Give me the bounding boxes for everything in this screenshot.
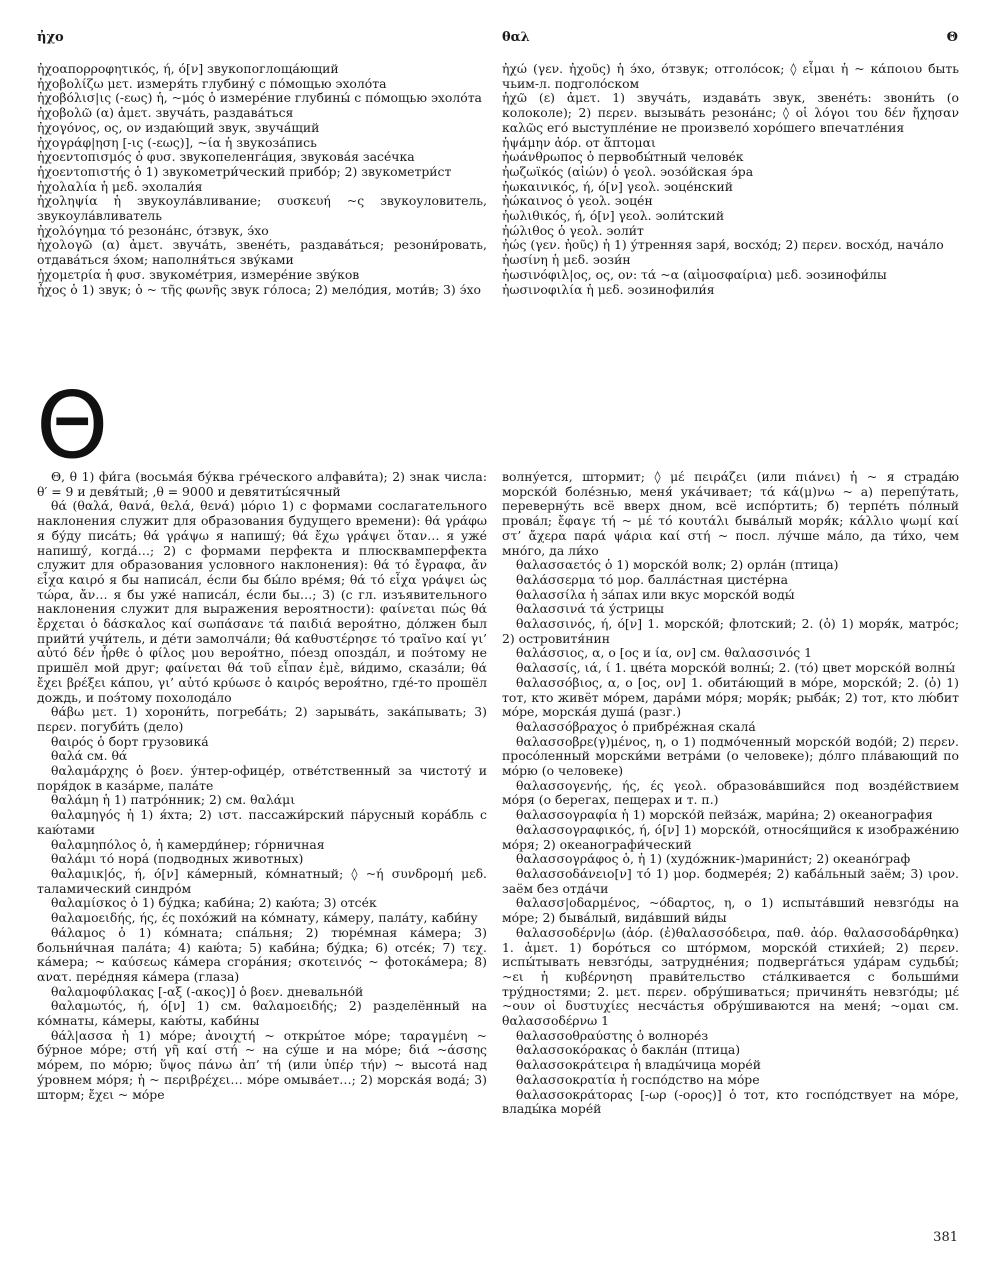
section-letter: Θ	[36, 372, 109, 479]
dictionary-entry: θαλασσογραφία ἡ 1) морско́й пейза́ж, мари́на; 2) океанография	[516, 807, 933, 823]
dictionary-entry: ἠωζωϊκός (αἰών) ὁ γεολ. эозо́йская э́ра	[502, 163, 754, 179]
dictionary-entry: ἠχογράφ|ηση [-ις (-εως)], ~ία ἡ звукоза́пись	[37, 134, 317, 150]
dictionary-entry: ἠωσινόφιλ|ος, ος, ον: τά ~α (αἱμοσφαίρια) μεδ. эозинофи́лы	[502, 266, 887, 282]
dictionary-entry: θαλασσογραφικός, ή, ό[ν] 1) морско́й, относя́щийся к изображе́нию мо́ря; 2) океанографи́ческий	[502, 821, 959, 852]
dictionary-entry: θαλαμηπόλος ὁ, ἡ камерди́нер; го́рничная	[51, 836, 325, 852]
dictionary-entry: θαλασσινά τά у́стрицы	[516, 601, 664, 617]
dictionary-entry: θαλαμικ|ός, ή, ό[ν] ка́мерный, ко́мнатный; ◊ ~ή συνδρομή μεδ. таламический синдро́м	[37, 865, 487, 896]
dictionary-entry: ἠώς (γεν. ἠοῦς) ἡ 1) у́тренняя заря́, восхо́д; 2) περεν. восхо́д, нача́ло	[502, 237, 944, 253]
dictionary-entry: ἠωσινοφιλία ἡ μεδ. эозинофили́я	[502, 281, 715, 297]
dictionary-entry: θαλάσσιος, α, ο [ος и ία, ον] см. θαλασσινός 1	[516, 645, 813, 661]
dictionary-entry: ἠχολογῶ (α) ἀμετ. звуча́ть, звене́ть, раздава́ться; резони́ровать, отдава́ться э́хом; наполня́ться зву́ками	[37, 237, 487, 268]
running-head-center: θαλ	[502, 30, 530, 45]
dictionary-entry: ἠώκαινος ὁ γεολ. эоце́н	[502, 193, 653, 209]
dictionary-entry: ἠωκαινικός, ή, ό[ν] γεολ. эоце́нский	[502, 178, 733, 194]
dictionary-entry: θαλάμι τό нора́ (подводных животных)	[51, 851, 304, 867]
dictionary-entry: θαλασσογενής, ής, ές γεολ. образова́вшийся под возде́йствием мо́ря (о берегах, пещерах и т. п.)	[502, 777, 959, 808]
dictionary-entry: ἠχώ (γεν. ἠχοῦς) ἡ э́хо, о́тзвук; отголо́сок; ◊ εἶμαι ἡ ~ κάποιου быть чьим-л. подголо́ском	[502, 61, 959, 91]
dictionary-entry: ἡψάμην ἀόρ. от ἅπτομαι	[502, 134, 656, 150]
dictionary-entry: θαλασσογράφος ὁ, ἡ 1) (худо́жник-)марини́ст; 2) океано́граф	[516, 851, 911, 867]
column-bottom-right	[502, 470, 959, 1117]
dictionary-entry: θαλασσίς, ιά, ί 1. цве́та морско́й волны́; 2. (τό) цвет морско́й волны́	[516, 660, 956, 676]
dictionary-entry: ἠχοεντοπιστής ὁ 1) звукометри́ческий прибо́р; 2) звукометри́ст	[37, 163, 452, 179]
dictionary-entry: ἠχοαπορροφητικός, ή, ό[ν] звукопоглоща́ющий	[37, 61, 339, 76]
dictionary-entry: θά (θαλά, θανά, θελά, θενά) μόριο 1) с формами сослагательного наклонения служит для образования будущего времени): θά γράφω я бу́ду писа́ть; θά γράψω я напишу́; θά ἔχω γράψει ὅταν… я уже́ напишу́, когда́…; 2) с формами перфекта и плюсквамперфекта служит для образования условного наклонения): θά τό ἔγραφα, ἄν εἶχα καιρό я бы написа́л, е́сли бы бы́ло вре́мя; θά τό εἶχα γράψει ὡς τώρα, ἄν… я бы уже́ написа́л, е́сли бы…; 3) (с гл. изъявительного наклонения служит для выражения вероятности): φαίνεται πώς θά ἔρχεται ὁ δάσκαλος καί σωπάσανε τά παιδιά вероя́тно, до́лжен был прийти́ учи́тель, и де́ти замолча́ли; θά καθυστέρησε τό τραῖνο καί γι’ αὐτό δέν ἦρθε ὁ φίλος μου вероя́тно, по́езд опозда́л, и поэ́тому не пришёл мой друг; φαίνεται θά τοῦ εἶπαν ἐμὲ, ви́димо, сказа́ли; θά ἔχει βρέξει κάπου, γι’ αὐτό κρύωσε ὁ καιρός вероя́тно, где́-то прошёл дождь, и поэ́тому похолода́ло	[37, 498, 487, 705]
dictionary-entry: θαλάμη ἡ 1) патро́нник; 2) см. θαλάμι	[51, 792, 296, 808]
dictionary-entry: θάβω μετ. 1) хорони́ть, погреба́ть; 2) зарыва́ть, зака́пывать; 3) περεν. погуби́ть (дело)	[37, 704, 487, 734]
dictionary-entry: θαλαμοειδής, ής, ές похо́жий на ко́мнату, ка́меру, пала́ту, каби́ну	[51, 910, 478, 926]
dictionary-entry: θαλασσόβιος, α, ο [ος, ον] 1. обита́ющий в мо́ре, морско́й; 2. (ὁ) 1) тот, кто живёт мо́рем, дара́ми мо́ря; моря́к; рыба́к; 2) тот, кто лю́бит мо́ре, морска́я душа́ (разг.)	[502, 674, 959, 720]
dictionary-entry: ἠχῶ (ε) ἀμετ. 1) звуча́ть, издава́ть звук, звене́ть: звони́ть (о колоколе); 2) περεν. вызыва́ть резона́нс; ◊ οἱ λόγοι του δέν ἤχησαν καλῶς его́ выступле́ние не произвело́ хоро́шего впечатле́ния	[502, 90, 959, 135]
column-top-right	[502, 62, 959, 297]
dictionary-entry: θαλασσαετός ὁ 1) морско́й волк; 2) орла́н (птица)	[516, 557, 839, 573]
dictionary-entry: θάλ|ασσα ἡ 1) мо́ре; ἀνοιχτή ~ откры́тое мо́ре; ταραγμένη ~ бу́рное мо́ре; στή γῆ καί στή ~ на су́ше и на мо́ре; διά ~άσσης мо́рем, по мо́рю; ὕψος πάνω ἀπ’ τή (или ὑπέρ τήν) ~ высота́ над у́ровнем мо́ря; ἡ ~ περιβρέχει… мо́ре омыва́ет…; 2) морска́я вода́; 3) шторм; ἔχει ~ мо́ре	[37, 1027, 487, 1102]
dictionary-entry: θαλά см. θά	[51, 748, 128, 764]
dictionary-entry: ἠχοληψία ἡ звукоула́вливание; συσκευή ~ς звукоуловитель, звукоула́вливатель	[37, 193, 487, 224]
dictionary-entry: ἠχοεντοπισμός ὁ φυσ. звукопеленга́ция, звукова́я засе́чка	[37, 149, 415, 165]
dictionary-entry: θαλασσοδάνειο[ν] τό 1) μορ. бодмере́я; 2) каба́льный заём; 3) ιρον. заём без отда́чи	[502, 865, 959, 896]
dictionary-entry: θαλασσόβραχος ὁ прибре́жная скала́	[516, 718, 756, 734]
page-number: 381	[933, 1230, 958, 1245]
dictionary-entry: θαλαμοφύλακας [-αξ (-ακος)] ὁ βοεν. дневально́й	[51, 983, 364, 999]
dictionary-entry: θαιρός ὁ борт грузовика́	[51, 733, 209, 749]
dictionary-entry: θαλασσοθραύστης ὁ волноре́з	[516, 1027, 709, 1043]
dictionary-entry: θαλασσοκράτειρα ἡ влады́чица море́й	[516, 1057, 761, 1073]
dictionary-entry: ἠχοβόλισ|ις (-εως) ἡ, ~μός ὁ измере́ние глубины́ с по́мощью эхоло́та	[37, 90, 482, 106]
dictionary-entry: ἠχομετρία ἡ φυσ. звукоме́трия, измере́ние зву́ков	[37, 266, 360, 282]
column-top-left	[37, 62, 487, 297]
dictionary-entry: ἠχολαλία ἡ μεδ. эхолали́я	[37, 178, 203, 194]
dictionary-entry: Θ, θ 1) фи́га (восьма́я бу́ква гре́ческого алфави́та); 2) знак числа: θ′ = 9 и девя́тый; ‚θ = 9000 и девятиты́сячный	[37, 469, 487, 499]
dictionary-entry: ἠώλιθος ὁ γεολ. эоли́т	[502, 222, 644, 238]
dictionary-entry: θαλασσοκόρακας ὁ бакла́н (птица)	[516, 1042, 741, 1058]
dictionary-entry: θαλασσίλα ἡ за́пах или вкус морско́й воды́	[516, 586, 795, 602]
dictionary-entry: θαλαμηγός ἡ 1) я́хта; 2) ιστ. пассажи́рский па́русный кора́бль с каю́тами	[37, 807, 487, 837]
dictionary-entry: волну́ется, штормит; ◊ μέ πειράζει (или πιάνει) ἡ ~ я страда́ю морско́й боле́знью, меня́ ука́чивает; τά κά(μ)νω ~ а) перепу́тать, переверну́ть всё вверх дном, всё испо́ртить; б) терпе́ть по́лный прова́л; ἔφαγε τή ~ μέ τό κουτάλι быва́лый моря́к; κάλλιο ψωμί καί στ’ ἄχερα παρά ψάρια καί στή ~ посл. лу́чше ма́ло, да ти́хо, чем мно́го, да ли́хо	[502, 469, 959, 558]
dictionary-entry: θαλάσσερμα τό μορ. балла́стная цисте́рна	[516, 571, 789, 587]
dictionary-entry: ἠωάνθρωπος ὁ первобы́тный челове́к	[502, 149, 744, 165]
dictionary-entry: ἠχογόνος, ος, ον издаю́щий звук, звуча́щий	[37, 119, 320, 135]
dictionary-entry: θαλασσοκράτορας [-ωρ (-ορος)] ὁ тот, кто госпо́дствует на мо́ре, влады́ка море́й	[502, 1086, 959, 1117]
running-head-left: ἠχο	[37, 30, 64, 45]
dictionary-entry: θαλασσινός, ή, ό[ν] 1. морско́й; флотский; 2. (ὁ) 1) моря́к, матро́с; 2) островитя́нин	[502, 616, 959, 646]
dictionary-entry: ἦχος ὁ 1) звук; ὁ ~ τῆς φωνῆς звук го́лоса; 2) мело́дия, моти́в; 3) э́хо	[37, 281, 482, 297]
dictionary-entry: θαλασσ|οδαρμένος, ~όδαρτος, η, ο 1) испыта́вший невзго́ды на мо́ре; 2) быва́лый, вида́вший ви́ды	[502, 895, 959, 926]
column-bottom-left	[37, 470, 487, 1102]
dictionary-entry: θάλαμος ὁ 1) ко́мната; спа́льня; 2) тюре́мная ка́мера; 3) больни́чная пала́та; 4) каю́та; 5) каби́на; бу́дка; 6) отсе́к; 7) τεχ. ка́мера; ~ καύσεως ка́мера сгора́ния; σκοτεινός ~ фотока́мера; 8) ανατ. пере́дняя ка́мера (глаза)	[37, 924, 487, 984]
dictionary-entry: θαλασσοδέρν|ω (ἀόρ. (ἐ)θαλασσόδειρα, παθ. ἀόρ. θαλασσοδάρθηκα) 1. ἀμετ. 1) боро́ться со што́рмом, морско́й стихи́ей; 2) περεν. испы́тывать невзго́ды, затрудне́ния; подверга́ться уда́рам судьбы́; ~ει ἡ κυβέρνηση прави́тельство ста́лкивается с больши́ми тру́дностями; 2. μετ. περεν. обру́шиваться; причиня́ть невзго́ды; μέ ~ουν οἱ δυστυχίες несча́стья обру́шиваются на меня́; ~ομαι см. θαλασσοδέρνω 1	[502, 924, 959, 1029]
dictionary-entry: ἠωλιθικός, ή, ό[ν] γεολ. эоли́тский	[502, 208, 725, 224]
dictionary-entry: θαλαμίσκος ὁ 1) бу́дка; каби́на; 2) каю́та; 3) отсе́к	[51, 895, 377, 911]
dictionary-entry: θαλαμωτός, ή, ό[ν] 1) см. θαλαμοειδής; 2) разделённый на ко́мнаты, ка́меры, каю́ты, каби́ны	[37, 998, 487, 1029]
dictionary-entry: ἠχοβολίζω μετ. измеря́ть глубину́ с по́мощью эхоло́та	[37, 75, 387, 91]
dictionary-entry: θαλαμάρχης ὁ βοεν. у́нтер-офице́р, отве́тственный за чистоту́ и поря́док в каза́рме, пала́те	[37, 763, 487, 793]
dictionary-entry: ἠχοβολῶ (α) ἀμετ. звуча́ть, раздава́ться	[37, 105, 294, 121]
dictionary-entry: θαλασσοβρε(γ)μένος, η, ο 1) подмо́ченный морско́й водо́й; 2) περεν. просо́ленный морски́ми ветра́ми (о человеке); до́лго пла́вающий по мо́рю (о человеке)	[502, 733, 959, 779]
dictionary-entry: θαλασσοκρατία ἡ госпо́дство на мо́ре	[516, 1071, 760, 1087]
dictionary-entry: ἠχολόγημα τό резона́нс, о́тзвук, э́хо	[37, 222, 269, 238]
dictionary-entry: ἠωσίνη ἡ μεδ. эози́н	[502, 252, 631, 268]
running-head-right: Θ	[946, 30, 958, 45]
